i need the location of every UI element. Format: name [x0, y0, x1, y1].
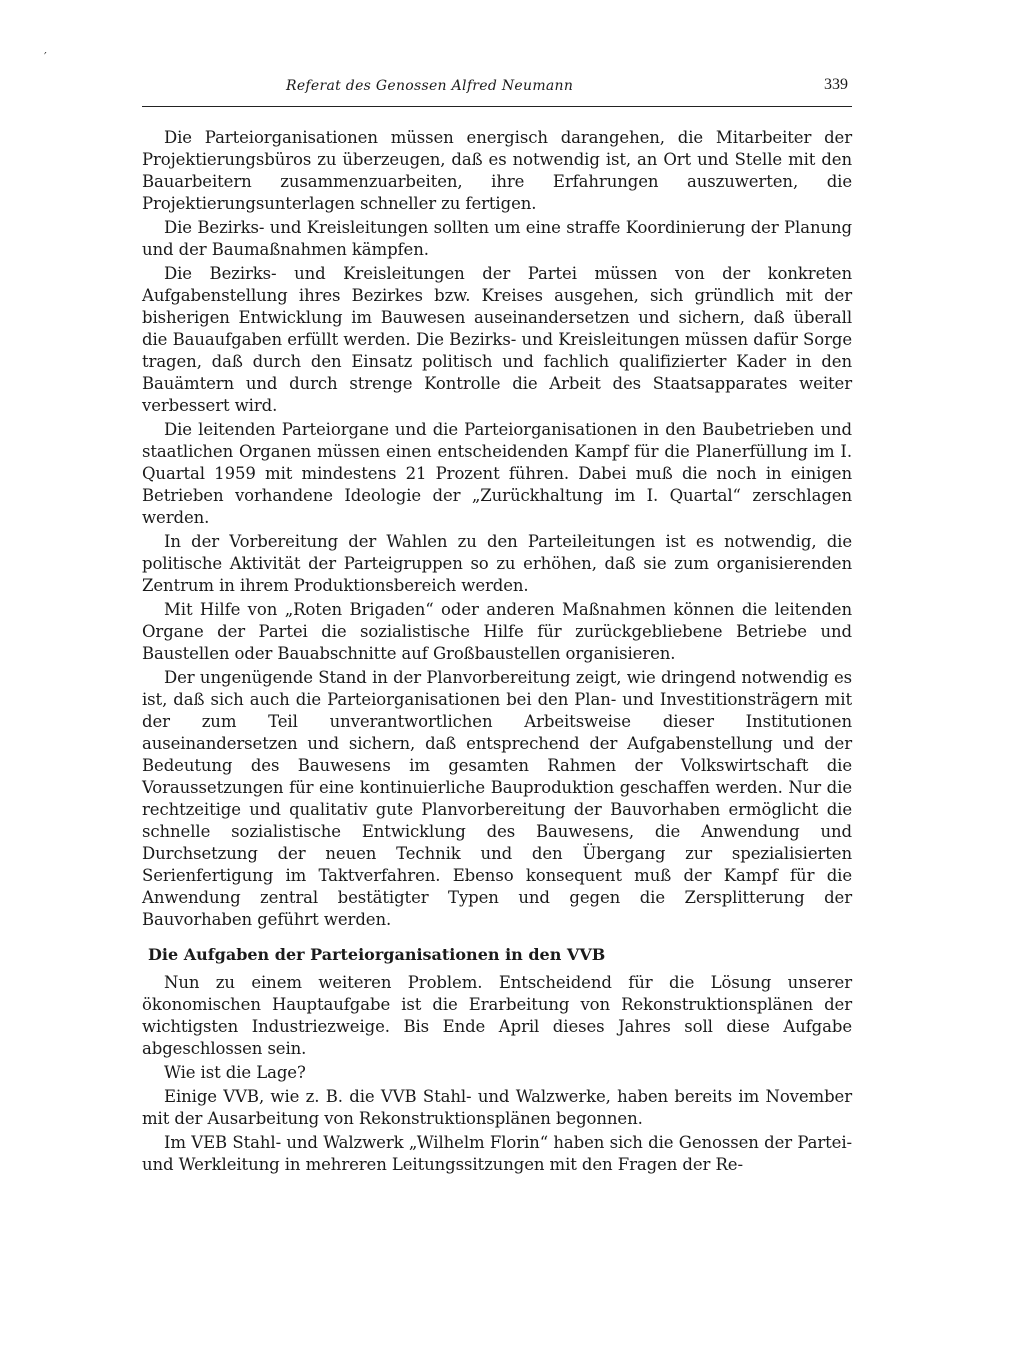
- book-page: [142, 76, 852, 1178]
- running-header: [142, 76, 852, 102]
- header-rule: [142, 106, 852, 107]
- paragraph: Im VEB Stahl- und Walzwerk „Wilhelm Florin“ haben sich die Genossen der Partei- und Werkleitung in mehreren Leitungssitzungen mit den Fragen der Re-: [142, 1133, 852, 1174]
- paragraph: Die Parteiorganisationen müssen energisch darangehen, die Mitarbeiter der Projektierungsbüros zu überzeugen, daß es notwendig ist, an Ort und Stelle mit den Bauarbeitern zusammenzuarbeiten, ihre Erfahrungen auszuwerten, die Projektierungsunterlagen schneller zu fertigen.: [142, 128, 852, 213]
- paragraph: Die Bezirks- und Kreisleitungen der Partei müssen von der konkreten Aufgabenstellung ihres Bezirkes bzw. Kreises ausgehen, sich gründlich mit der bisherigen Entwicklung im Bauwesen auseinandersetzen und sichern, daß überall die Bauaufgaben erfüllt werden. Die Bezirks- und Kreisleitungen müssen dafür Sorge tragen, daß durch den Einsatz politisch und fachlich qualifizierter Kader in den Bauämtern und durch strenge Kontrolle die Arbeit des Staatsapparates weiter verbessert wird.: [142, 264, 852, 415]
- running-title: Referat des Genossen Alfred Neumann: [286, 78, 574, 94]
- paragraph: Wie ist die Lage?: [164, 1063, 306, 1082]
- section-heading: Die Aufgaben der Parteiorganisationen in den VVB: [148, 945, 606, 964]
- paragraph: Nun zu einem weiteren Problem. Entscheidend für die Lösung unserer ökonomischen Hauptaufgabe ist die Erarbeitung von Rekonstruktionsplänen der wichtigsten Industriezweige. Bis Ende April dieses Jahres soll diese Aufgabe abgeschlossen sein.: [142, 973, 852, 1058]
- paragraph: Die Bezirks- und Kreisleitungen sollten um eine straffe Koordinierung der Planung und der Baumaßnahmen kämpfen.: [142, 218, 852, 259]
- margin-pencil-mark: ′: [44, 50, 47, 64]
- paragraph: In der Vorbereitung der Wahlen zu den Parteileitungen ist es notwendig, die politische Aktivität der Parteigruppen so zu erhöhen, daß sie zum organisierenden Zentrum in ihrem Produktionsbereich werden.: [142, 532, 852, 595]
- paragraph: Mit Hilfe von „Roten Brigaden“ oder anderen Maßnahmen können die leitenden Organe der Partei die sozialistische Hilfe für zurückgebliebene Betriebe und Baustellen oder Bauabschnitte auf Großbaustellen organisieren.: [142, 600, 852, 663]
- paragraph: Einige VVB, wie z. B. die VVB Stahl- und Walzwerke, haben bereits im November mit der Ausarbeitung von Rekonstruktionsplänen begonnen.: [142, 1087, 852, 1128]
- page-number: 339: [824, 76, 848, 93]
- paragraph: Der ungenügende Stand in der Planvorbereitung zeigt, wie dringend notwendig es ist, daß sich auch die Parteiorganisationen bei den Plan- und Investitionsträgern mit der zum Teil unverantwortlichen Arbeitsweise dieser Institutionen auseinandersetzen und sichern, daß entsprechend der Aufgabenstellung und der Bedeutung des Bauwesens im gesamten Rahmen der Volkswirtschaft die Voraussetzungen für eine kontinuierliche Bauproduktion geschaffen werden. Nur die rechtzeitige und qualitativ gute Planvorbereitung der Bauvorhaben ermöglicht die schnelle sozialistische Entwicklung des Bauwesens, die Anwendung und Durchsetzung der neuen Technik und den Übergang zur spezialisierten Serienfertigung im Taktverfahren. Ebenso konsequent muß der Kampf für die Anwendung zentral bestätigter Typen und gegen die Zersplitterung der Bauvorhaben geführt werden.: [142, 668, 852, 929]
- paragraph: Die leitenden Parteiorgane und die Parteiorganisationen in den Baubetrieben und staatlichen Organen müssen einen entscheidenden Kampf für die Planerfüllung im I. Quartal 1959 mit mindestens 21 Prozent führen. Dabei muß die noch in einigen Betrieben vorhandene Ideologie der „Zurückhaltung im I. Quartal“ zerschlagen werden.: [142, 420, 852, 527]
- body-text: [142, 127, 852, 1176]
